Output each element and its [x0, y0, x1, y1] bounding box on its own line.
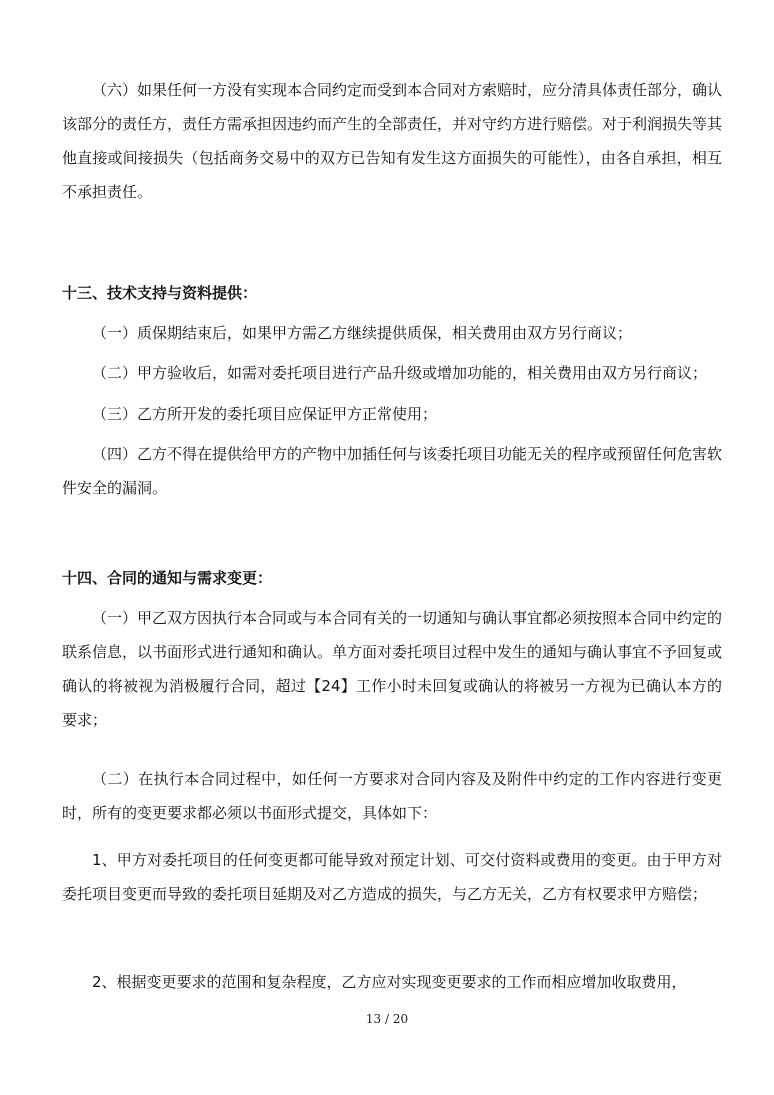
paragraph-13-4: （四）乙方不得在提供给甲方的产物中加插任何与该委托项目功能无关的程序或预留任何危害软件安全的漏洞。	[62, 445, 723, 497]
paragraph-14-1: （一）甲乙双方因执行本合同或与本合同有关的一切通知与确认事宜都必须按照本合同中约定的联系信息，以书面形式进行通知和确认。单方面对委托项目过程中发生的通知与确认事宜不予回复或确认的将被视为消极履行合同，超过【24】工作小时未回复或确认的将被另一方视为已确认本方的要求；	[62, 609, 723, 729]
paragraph-14-2-2: 2、根据变更要求的范围和复杂程度，乙方应对实现变更要求的工作而相应增加收取费用，	[92, 973, 687, 991]
paragraph-14-2: （二）在执行本合同过程中，如任何一方要求对合同内容及及附件中约定的工作内容进行变更时，所有的变更要求都必须以书面形式提交，具体如下：	[62, 770, 722, 822]
paragraph-13-2: （二）甲方验收后，如需对委托项目进行产品升级或增加功能的，相关费用由双方另行商议；	[92, 364, 708, 382]
paragraph-13-3: （三）乙方所开发的委托项目应保证甲方正常使用；	[92, 405, 438, 423]
page-number: 13 / 20	[365, 1012, 409, 1026]
paragraph-13-1: （一）质保期结束后，如果甲方需乙方继续提供质保，相关费用由双方另行商议；	[92, 324, 633, 342]
section-heading-14: 十四、合同的通知与需求变更：	[62, 569, 273, 587]
paragraph-14-2-1: 1、甲方对委托项目的任何变更都可能导致对预定计划、可交付资料或费用的变更。由于甲方对委托项目变更而导致的委托项目延期及对乙方造成的损失，与乙方无关，乙方有权要求甲方赔偿；	[62, 851, 722, 903]
paragraph-liability-6: （六）如果任何一方没有实现本合同约定而受到本合同对方索赔时，应分清具体责任部分，确认该部分的责任方，责任方需承担因违约而产生的全部责任，并对守约方进行赔偿。对于利润损失等其他直接或间接损失（包括商务交易中的双方已告知有发生这方面损失的可能性），由各自承担，相互不承担责任。	[62, 81, 723, 201]
section-heading-13: 十三、技术支持与资料提供：	[62, 284, 258, 302]
